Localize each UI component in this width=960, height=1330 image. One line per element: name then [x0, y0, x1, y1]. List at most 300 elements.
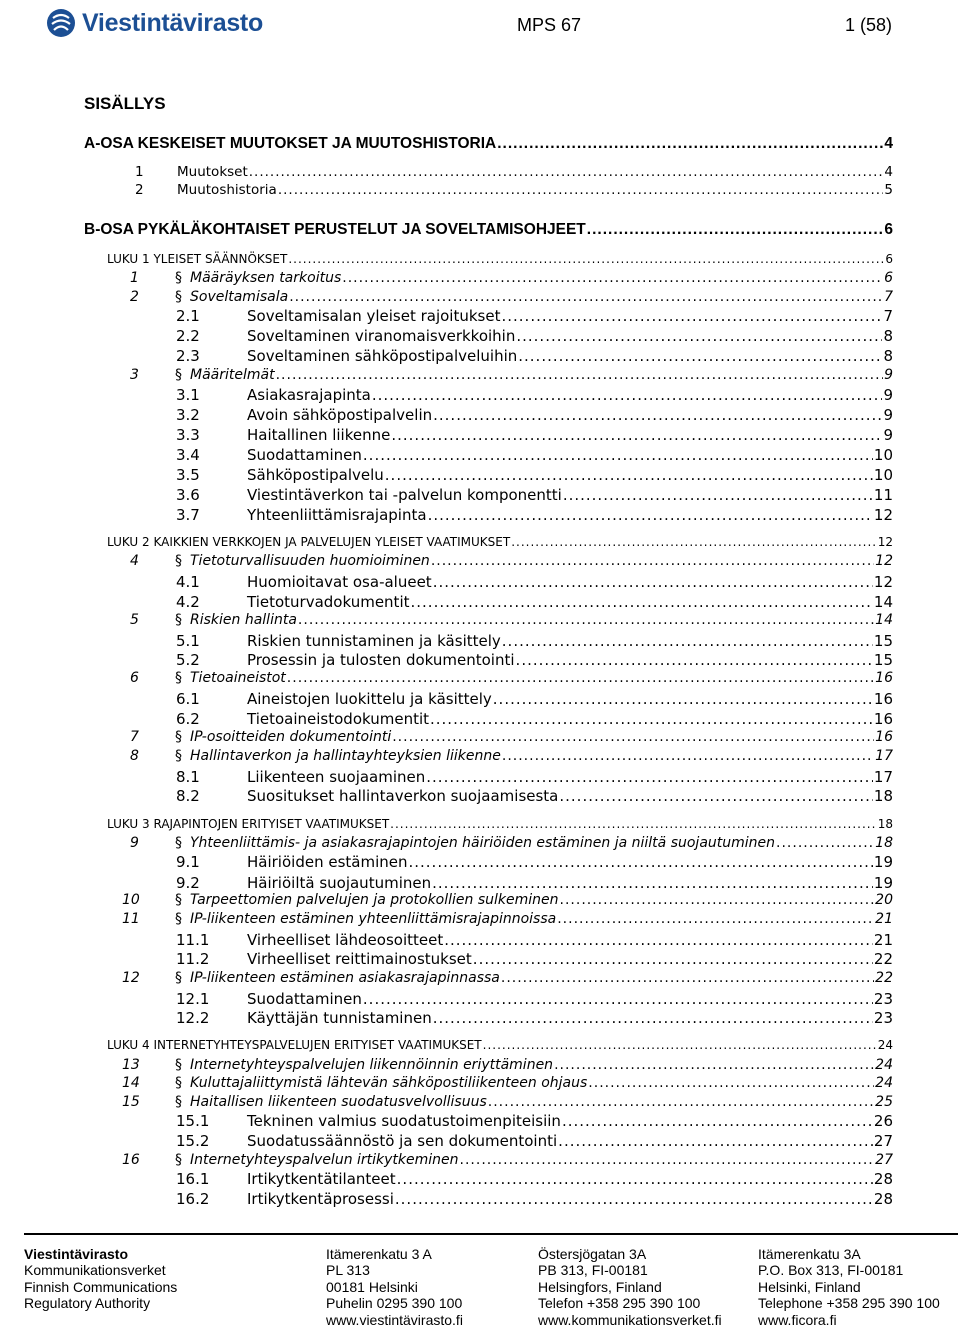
toc-entry-page: 27 — [875, 1152, 893, 1168]
footer-line: Regulatory Authority — [24, 1295, 151, 1312]
toc-leader-dots — [433, 1009, 873, 1027]
toc-entry[interactable] — [0, 466, 960, 486]
toc-entry[interactable] — [0, 787, 960, 807]
toc-leader-dots — [559, 787, 873, 805]
toc-leader-dots — [372, 386, 883, 404]
toc-entry-number: 1 — [130, 270, 139, 286]
toc-entry-page: 5 — [884, 182, 893, 198]
toc-entry-number: 11.2 — [176, 950, 210, 968]
toc-entry[interactable] — [0, 252, 960, 272]
footer-line: 00181 Helsinki — [326, 1278, 418, 1295]
toc-entry-number: 16.2 — [176, 1190, 210, 1208]
toc-entry[interactable] — [0, 347, 960, 367]
toc-entry[interactable] — [0, 651, 960, 671]
toc-entry-number: 12.1 — [176, 990, 210, 1008]
toc-entry-title: Virheelliset reittimainostukset — [247, 950, 472, 968]
toc-entry-title: IP-liikenteen estäminen asiakasrajapinnassa — [190, 970, 500, 986]
toc-entry[interactable] — [0, 164, 960, 184]
toc-entry-page: 15 — [873, 651, 893, 669]
toc-entry-number: 5.1 — [176, 632, 200, 650]
toc-leader-dots — [516, 651, 873, 669]
toc-entry[interactable] — [0, 990, 960, 1010]
toc-entry-number: 11 — [122, 911, 140, 927]
toc-entry[interactable] — [0, 135, 960, 155]
toc-entry-page: 16 — [873, 690, 893, 708]
logo-text: Viestintävirasto — [82, 8, 263, 37]
toc-entry[interactable] — [0, 931, 960, 951]
toc-entry-title: Häiriöiden estäminen — [247, 853, 408, 871]
toc-entry[interactable] — [0, 911, 960, 931]
toc-entry[interactable] — [0, 853, 960, 873]
toc-entry-page: 18 — [877, 817, 893, 831]
toc-entry[interactable] — [0, 573, 960, 593]
toc-entry-number: 15.1 — [176, 1112, 210, 1130]
toc-entry-page: 18 — [873, 787, 893, 805]
toc-entry-number: 3.7 — [176, 506, 200, 524]
toc-entry-page: 17 — [875, 748, 893, 764]
toc-entry-number: 12 — [122, 970, 140, 986]
toc-entry-title: B-OSA PYKÄLÄKOHTAISET PERUSTELUT JA SOVELTAMISOHJEET — [84, 221, 586, 238]
toc-leader-dots — [432, 874, 873, 892]
toc-entry-title: Tietoturvadokumentit — [247, 593, 410, 611]
footer-divider — [24, 1233, 958, 1235]
toc-entry-title: Soveltamisala — [190, 289, 289, 305]
toc-leader-dots — [363, 990, 873, 1008]
toc-entry-title: Internetyhteyspalvelujen liikennöinnin eriyttäminen — [190, 1057, 554, 1073]
page-number: 1 (58) — [844, 15, 892, 35]
toc-leader-dots — [488, 1094, 874, 1110]
toc-entry-number: 8 — [130, 748, 139, 764]
toc-entry[interactable] — [0, 1132, 960, 1152]
toc-entry-page: 14 — [873, 593, 893, 611]
footer-line: Helsinki, Finland — [758, 1278, 861, 1295]
toc-entry-number: 5.2 — [176, 651, 200, 669]
toc-entry-page: 18 — [875, 835, 893, 851]
toc-entry[interactable] — [0, 386, 960, 406]
toc-leader-dots — [397, 1170, 873, 1188]
toc-entry-title: A-OSA KESKEISET MUUTOKSET JA MUUTOSHISTORIA — [84, 135, 497, 152]
toc-leader-dots — [501, 307, 882, 325]
toc-entry-title: Määräyksen tarkoitus — [190, 270, 342, 286]
footer-line: Östersjögatan 3A — [538, 1246, 647, 1262]
toc-entry-page: 16 — [875, 729, 893, 745]
toc-entry-title: Määritelmät — [190, 367, 275, 383]
footer-line: Telephone +358 295 390 100 — [758, 1295, 940, 1312]
toc-entry-number: 15 — [122, 1094, 140, 1110]
toc-entry-title: Tekninen valmius suodatustoimenpiteisiin — [247, 1112, 561, 1130]
toc-entry[interactable] — [0, 426, 960, 446]
toc-section-sign: § — [175, 270, 182, 286]
toc-section-sign: § — [175, 367, 182, 383]
toc-entry-number: 8.2 — [176, 787, 200, 805]
toc-entry-page: 6 — [885, 252, 893, 266]
toc-entry-page: 19 — [873, 874, 893, 892]
toc-entry-page: 9 — [883, 426, 893, 444]
toc-entry[interactable] — [0, 182, 960, 202]
toc-entry-page: 24 — [875, 1075, 893, 1091]
toc-entry-title: Prosessin ja tulosten dokumentointi — [247, 651, 515, 669]
logo-mark-icon — [46, 8, 76, 38]
toc-leader-dots — [395, 1190, 873, 1208]
footer-line: www.ficora.fi — [758, 1311, 837, 1328]
toc-entry-title: Suodatussäännöstö ja sen dokumentointi — [247, 1132, 558, 1150]
footer-line: Helsingfors, Finland — [538, 1278, 662, 1295]
toc-entry-title: IP-osoitteiden dokumentointi — [190, 729, 392, 745]
toc-entry-page: 8 — [883, 327, 893, 345]
toc-entry-number: 4 — [130, 553, 139, 569]
toc-entry-page: 7 — [884, 289, 893, 305]
toc-entry-title: Muutokset — [177, 164, 248, 180]
toc-entry-title: LUKU 3 RAJAPINTOJEN ERITYISET VAATIMUKSET — [107, 817, 390, 831]
toc-entry-number: 9 — [130, 835, 139, 851]
toc-entry-page: 24 — [875, 1057, 893, 1073]
toc-leader-dots — [562, 1112, 873, 1130]
toc-entry-title: Käyttäjän tunnistaminen — [247, 1009, 432, 1027]
toc-entry-number: 2 — [135, 182, 144, 198]
toc-section-sign: § — [175, 670, 182, 686]
toc-entry-title: Irtikytkentätilanteet — [247, 1170, 396, 1188]
toc-leader-dots — [392, 729, 874, 745]
toc-leader-dots — [433, 573, 873, 591]
toc-entry[interactable] — [0, 307, 960, 327]
toc-entry[interactable] — [0, 817, 960, 837]
toc-entry-title: Soveltaminen sähköpostipalveluihin — [247, 347, 518, 365]
footer-column — [326, 1246, 463, 1328]
toc-entry-page: 19 — [873, 853, 893, 871]
toc-leader-dots — [502, 632, 873, 650]
toc-section-sign: § — [175, 553, 182, 569]
toc-entry-page: 28 — [873, 1170, 893, 1188]
footer-line: Puhelin 0295 390 100 — [326, 1295, 463, 1312]
toc-leader-dots — [516, 327, 882, 345]
toc-entry-title: Irtikytkentäprosessi — [247, 1190, 394, 1208]
toc-entry-title: Suositukset hallintaverkon suojaamisesta — [247, 787, 559, 805]
toc-entry[interactable] — [0, 612, 960, 632]
footer-line: PL 313 — [326, 1262, 370, 1279]
toc-entry-page: 4 — [884, 135, 893, 152]
toc-leader-dots — [278, 182, 884, 198]
toc-entry[interactable] — [0, 406, 960, 426]
toc-entry[interactable] — [0, 1038, 960, 1058]
toc-leader-dots — [408, 853, 872, 871]
toc-entry-page: 24 — [877, 1038, 893, 1052]
toc-leader-dots — [497, 135, 883, 153]
toc-entry-number: 9.1 — [176, 853, 200, 871]
toc-entry-page: 16 — [873, 710, 893, 728]
toc-leader-dots — [557, 911, 874, 927]
toc-leader-dots — [431, 553, 874, 569]
footer-line: Telefon +358 295 390 100 — [538, 1295, 701, 1312]
toc-entry-page: 12 — [873, 573, 893, 591]
toc-entry-title: Internetyhteyspalvelun irtikytkeminen — [190, 1152, 459, 1168]
toc-entry-page: 7 — [883, 307, 893, 325]
toc-entry[interactable] — [0, 892, 960, 912]
toc-section-sign: § — [175, 911, 182, 927]
toc-entry[interactable] — [0, 367, 960, 387]
logo — [46, 6, 263, 40]
toc-section-sign: § — [175, 970, 182, 986]
toc-entry-title: Virheelliset lähdeosoitteet — [247, 931, 444, 949]
toc-entry-page: 28 — [873, 1190, 893, 1208]
toc-leader-dots — [776, 835, 874, 851]
toc-entry-title: Tietoaineistodokumentit — [247, 710, 429, 728]
footer-line: PB 313, FI-00181 — [538, 1262, 648, 1279]
toc-entry-number: 2.3 — [176, 347, 200, 365]
toc-entry-page: 14 — [875, 612, 893, 628]
toc-entry-page: 12 — [877, 535, 893, 549]
toc-section-sign: § — [175, 289, 182, 305]
footer-line: Itämerenkatu 3 A — [326, 1246, 432, 1262]
toc-entry-number: 3.5 — [176, 466, 200, 484]
toc-entry-title: Haitallisen liikenteen suodatusvelvollisuus — [190, 1094, 487, 1110]
toc-entry-page: 26 — [873, 1112, 893, 1130]
toc-leader-dots — [428, 506, 873, 524]
toc-entry-title: Aineistojen luokittelu ja käsittely — [247, 690, 492, 708]
toc-entry-number: 11.1 — [176, 931, 210, 949]
toc-entry[interactable] — [0, 835, 960, 855]
toc-entry-number: 4.1 — [176, 573, 200, 591]
toc-entry-number: 16.1 — [176, 1170, 210, 1188]
toc-leader-dots — [558, 1132, 873, 1150]
toc-heading: SISÄLLYS — [84, 94, 166, 113]
toc-entry-title: Soveltaminen viranomaisverkkoihin — [247, 327, 516, 345]
toc-entry-title: Tietoaineistot — [190, 670, 286, 686]
toc-entry[interactable] — [0, 535, 960, 555]
toc-entry-number: 3.6 — [176, 486, 200, 504]
toc-entry[interactable] — [0, 970, 960, 990]
toc-entry-page: 21 — [873, 931, 893, 949]
footer-column — [24, 1246, 177, 1312]
toc-entry-number: 2.1 — [176, 307, 200, 325]
footer-line: Kommunikationsverket — [24, 1262, 166, 1279]
footer-column — [758, 1246, 940, 1328]
toc-entry-page: 16 — [875, 670, 893, 686]
toc-entry-title: Avoin sähköpostipalvelin — [247, 406, 433, 424]
toc-entry[interactable] — [0, 748, 960, 768]
toc-entry-page: 9 — [884, 367, 893, 383]
toc-entry-page: 4 — [884, 164, 893, 180]
toc-leader-dots — [554, 1057, 874, 1073]
toc-entry-page: 25 — [875, 1094, 893, 1110]
toc-leader-dots — [390, 817, 877, 831]
toc-leader-dots — [587, 221, 884, 239]
toc-entry-number: 3.4 — [176, 446, 200, 464]
toc-entry[interactable] — [0, 270, 960, 290]
toc-leader-dots — [249, 164, 884, 180]
footer-line: www.viestintävirasto.fi — [326, 1311, 463, 1328]
toc-entry-title: Yhteenliittämis- ja asiakasrajapintojen häiriöiden estäminen ja niiltä suojautuminen — [190, 835, 776, 851]
toc-entry-number: 3.2 — [176, 406, 200, 424]
toc-entry-page: 10 — [873, 466, 893, 484]
footer-line: P.O. Box 313, FI-00181 — [758, 1262, 904, 1279]
toc-entry-number: 10 — [122, 892, 140, 908]
footer-column — [538, 1246, 722, 1328]
toc-entry-title: Sähköpostipalvelu — [247, 466, 384, 484]
toc-entry-title: Kuluttajaliittymistä lähtevän sähköpostiliikenteen ohjaus — [190, 1075, 588, 1091]
toc-entry-number: 3 — [130, 367, 139, 383]
toc-entry[interactable] — [0, 1190, 960, 1210]
toc-section-sign: § — [175, 835, 182, 851]
toc-leader-dots — [391, 426, 882, 444]
toc-entry-title: Tarpeettomien palvelujen ja protokollien sulkeminen — [190, 892, 559, 908]
toc-entry-number: 8.1 — [176, 768, 200, 786]
toc-entry-title: Asiakasrajapinta — [247, 386, 371, 404]
toc-entry[interactable] — [0, 670, 960, 690]
footer-line: Itämerenkatu 3A — [758, 1246, 861, 1262]
toc-entry[interactable] — [0, 632, 960, 652]
toc-entry-page: 6 — [884, 221, 893, 238]
toc-entry-page: 15 — [873, 632, 893, 650]
toc-leader-dots — [426, 768, 873, 786]
toc-entry[interactable] — [0, 327, 960, 347]
toc-leader-dots — [502, 748, 874, 764]
toc-entry[interactable] — [0, 1170, 960, 1190]
toc-section-sign: § — [175, 612, 182, 628]
toc-leader-dots — [288, 252, 884, 266]
toc-entry-number: 2.2 — [176, 327, 200, 345]
toc-entry[interactable] — [0, 729, 960, 749]
toc-leader-dots — [483, 1038, 877, 1052]
toc-entry[interactable] — [0, 690, 960, 710]
toc-entry-title: LUKU 2 KAIKKIEN VERKKOJEN JA PALVELUJEN YLEISET VAATIMUKSET — [107, 535, 511, 549]
toc-entry-title: LUKU 1 YLEISET SÄÄNNÖKSET — [107, 252, 288, 266]
toc-entry-page: 21 — [875, 911, 893, 927]
toc-entry-number: 6.2 — [176, 710, 200, 728]
toc-entry-page: 23 — [873, 1009, 893, 1027]
toc-entry-page: 23 — [873, 990, 893, 1008]
toc-leader-dots — [444, 931, 873, 949]
toc-entry-page: 6 — [884, 270, 893, 286]
toc-leader-dots — [433, 406, 882, 424]
toc-leader-dots — [363, 446, 873, 464]
toc-entry[interactable] — [0, 1009, 960, 1029]
toc-leader-dots — [511, 535, 877, 549]
toc-entry-number: 3.3 — [176, 426, 200, 444]
toc-leader-dots — [287, 670, 874, 686]
toc-entry-page: 10 — [873, 446, 893, 464]
toc-entry-page: 27 — [873, 1132, 893, 1150]
toc-entry[interactable] — [0, 289, 960, 309]
toc-entry-number: 14 — [122, 1075, 140, 1091]
toc-entry-title: Hallintaverkon ja hallintayhteyksien liikenne — [190, 748, 501, 764]
toc-leader-dots — [473, 950, 873, 968]
toc-section-sign: § — [175, 1075, 182, 1091]
toc-entry-page: 22 — [875, 970, 893, 986]
toc-leader-dots — [342, 270, 883, 286]
toc-entry[interactable] — [0, 446, 960, 466]
toc-entry-title: Yhteenliittämisrajapinta — [247, 506, 427, 524]
toc-leader-dots — [430, 710, 873, 728]
toc-entry[interactable] — [0, 950, 960, 970]
toc-entry[interactable] — [0, 1112, 960, 1132]
toc-leader-dots — [276, 367, 883, 383]
toc-entry-page: 17 — [873, 768, 893, 786]
toc-entry-page: 11 — [873, 486, 893, 504]
toc-leader-dots — [563, 486, 873, 504]
toc-entry-page: 12 — [875, 553, 893, 569]
toc-section-sign: § — [175, 729, 182, 745]
toc-entry-title: Häiriöiltä suojautuminen — [247, 874, 432, 892]
toc-entry-number: 12.2 — [176, 1009, 210, 1027]
toc-entry-title: Suodattaminen — [247, 990, 362, 1008]
toc-entry-title: Haitallinen liikenne — [247, 426, 391, 444]
toc-entry-page: 12 — [873, 506, 893, 524]
toc-entry-page: 20 — [875, 892, 893, 908]
toc-entry[interactable] — [0, 874, 960, 894]
toc-entry-number: 6 — [130, 670, 139, 686]
page-header — [0, 0, 960, 60]
toc-entry-title: Riskien tunnistaminen ja käsittely — [247, 632, 501, 650]
toc-entry-page: 22 — [873, 950, 893, 968]
document-id: MPS 67 — [517, 15, 582, 35]
toc-leader-dots — [289, 289, 883, 305]
toc-entry-title: Viestintäverkon tai -palvelun komponentti — [247, 486, 562, 504]
toc-entry-title: LUKU 4 INTERNETYHTEYSPALVELUJEN ERITYISET VAATIMUKSET — [107, 1038, 482, 1052]
toc-entry-title: Soveltamisalan yleiset rajoitukset — [247, 307, 501, 325]
footer-line: Finnish Communications — [24, 1278, 178, 1295]
toc-entry-number: 16 — [122, 1152, 140, 1168]
toc-leader-dots — [411, 593, 873, 611]
toc-entry-title: Tietoturvallisuuden huomioiminen — [190, 553, 430, 569]
toc-entry-title: Suodattaminen — [247, 446, 362, 464]
toc-entry-number: 2 — [130, 289, 139, 305]
toc-entry-number: 5 — [130, 612, 139, 628]
toc-entry-page: 8 — [883, 347, 893, 365]
toc-entry[interactable] — [0, 1094, 960, 1114]
toc-entry[interactable] — [0, 1152, 960, 1172]
toc-entry[interactable] — [0, 710, 960, 730]
toc-entry-number: 9.2 — [176, 874, 200, 892]
toc-entry[interactable] — [0, 553, 960, 573]
toc-entry[interactable] — [0, 506, 960, 526]
toc-entry-title: Muutoshistoria — [177, 182, 277, 198]
toc-entry-number: 6.1 — [176, 690, 200, 708]
toc-entry-number: 7 — [130, 729, 139, 745]
footer-line: Viestintävirasto — [24, 1246, 129, 1262]
toc-section-sign: § — [175, 748, 182, 764]
toc-entry-number: 4.2 — [176, 593, 200, 611]
toc-entry[interactable] — [0, 1057, 960, 1077]
footer-line: www.kommunikationsverket.fi — [538, 1311, 722, 1328]
toc-entry[interactable] — [0, 768, 960, 788]
toc-entry[interactable] — [0, 221, 960, 241]
toc-entry-number: 3.1 — [176, 386, 200, 404]
toc-entry-number: 13 — [122, 1057, 140, 1073]
toc-entry[interactable] — [0, 593, 960, 613]
toc-entry-title: Huomioitavat osa-alueet — [247, 573, 432, 591]
toc-section-sign: § — [175, 1094, 182, 1110]
toc-section-sign: § — [175, 1152, 182, 1168]
toc-entry-page: 9 — [883, 386, 893, 404]
toc-leader-dots — [560, 892, 875, 908]
toc-section-sign: § — [175, 1057, 182, 1073]
toc-leader-dots — [518, 347, 882, 365]
toc-entry-title: Riskien hallinta — [190, 612, 297, 628]
toc-entry-number: 1 — [135, 164, 144, 180]
toc-entry[interactable] — [0, 1075, 960, 1095]
toc-leader-dots — [298, 612, 874, 628]
toc-entry-title: Liikenteen suojaaminen — [247, 768, 426, 786]
toc-leader-dots — [588, 1075, 874, 1091]
toc-entry-title: IP-liikenteen estäminen yhteenliittämisrajapinnoissa — [190, 911, 557, 927]
toc-entry-page: 9 — [883, 406, 893, 424]
toc-entry[interactable] — [0, 486, 960, 506]
toc-section-sign: § — [175, 892, 182, 908]
toc-leader-dots — [385, 466, 873, 484]
toc-leader-dots — [460, 1152, 875, 1168]
toc-leader-dots — [501, 970, 874, 986]
toc-leader-dots — [493, 690, 873, 708]
